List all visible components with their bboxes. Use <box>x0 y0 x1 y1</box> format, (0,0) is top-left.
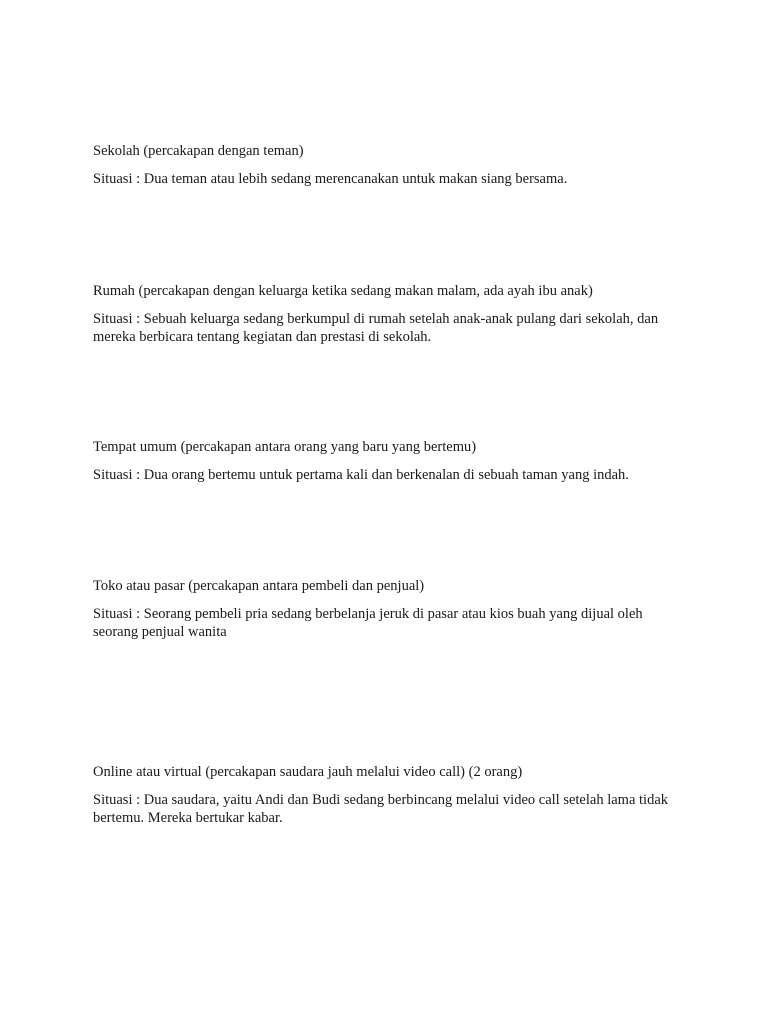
section-toko-pasar <box>93 577 683 641</box>
section-heading: Tempat umum (percakapan antara orang yang baru yang bertemu) <box>93 439 477 455</box>
section-sekolah <box>93 142 683 188</box>
section-heading: Rumah (percakapan dengan keluarga ketika sedang makan malam, ada ayah ibu anak) <box>93 283 593 299</box>
section-heading: Toko atau pasar (percakapan antara pembeli dan penjual) <box>93 578 425 594</box>
section-tempat-umum <box>93 438 683 484</box>
section-situation: Situasi : Sebuah keluarga sedang berkumpul di rumah setelah anak-anak pulang dari sekolah, dan mereka berbicara tentang kegiatan dan prestasi di sekolah. <box>93 311 659 345</box>
section-heading: Online atau virtual (percakapan saudara jauh melalui video call) (2 orang) <box>93 764 523 780</box>
section-situation: Situasi : Dua orang bertemu untuk pertama kali dan berkenalan di sebuah taman yang indah. <box>93 467 629 483</box>
section-situation: Situasi : Dua saudara, yaitu Andi dan Budi sedang berbincang melalui video call setelah lama tidak bertemu. Mereka bertukar kabar. <box>93 792 669 826</box>
section-heading: Sekolah (percakapan dengan teman) <box>93 143 304 159</box>
section-online-virtual <box>93 763 683 827</box>
section-situation: Situasi : Seorang pembeli pria sedang berbelanja jeruk di pasar atau kios buah yang dijual oleh seorang penjual wanita <box>93 606 643 640</box>
section-rumah <box>93 282 683 346</box>
section-situation: Situasi : Dua teman atau lebih sedang merencanakan untuk makan siang bersama. <box>93 171 568 187</box>
